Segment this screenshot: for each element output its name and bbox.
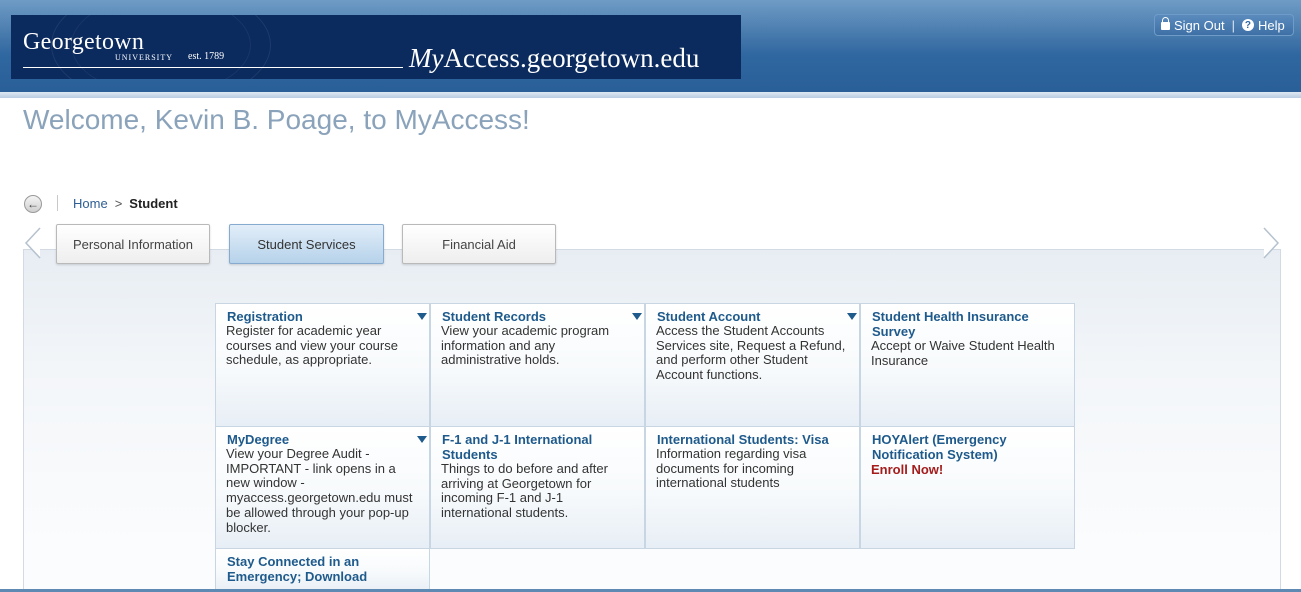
- tab-student-services[interactable]: Student Services: [229, 224, 384, 264]
- back-arrow-icon: ←: [27, 197, 39, 211]
- card-title[interactable]: Student Account: [657, 309, 761, 324]
- georgetown-logo-name: Georgetown: [23, 29, 145, 55]
- card-title[interactable]: MyDegree: [227, 432, 290, 447]
- card-title[interactable]: HOYAlert (Emergency Notification System): [872, 432, 1007, 462]
- dropdown-caret-icon[interactable]: [847, 313, 857, 320]
- scroll-right-arrow-icon[interactable]: [1261, 226, 1281, 260]
- card-description: Accept or Waive Student Health Insurance: [871, 338, 1055, 368]
- card-description: Information regarding visa documents for incoming international students: [656, 446, 807, 491]
- breadcrumb-home-link[interactable]: Home: [73, 196, 108, 211]
- sign-out-link[interactable]: Sign Out: [1174, 17, 1225, 33]
- tab-personal-information[interactable]: Personal Information: [56, 224, 210, 264]
- card-description: Access the Student Accounts Services site, Request a Refund, and perform other Student Account functions.: [656, 323, 846, 383]
- help-icon: ?: [1242, 19, 1254, 31]
- site-title: [409, 43, 699, 74]
- breadcrumb: [73, 196, 178, 211]
- card-title[interactable]: International Students: Visa: [657, 432, 829, 447]
- card-international-visa[interactable]: [645, 426, 860, 549]
- card-title[interactable]: Stay Connected in an Emergency; Download: [227, 554, 368, 584]
- dropdown-caret-icon[interactable]: [417, 313, 427, 320]
- card-mydegree[interactable]: [215, 426, 430, 549]
- dropdown-caret-icon[interactable]: [632, 313, 642, 320]
- header-bar: [0, 0, 1301, 92]
- card-title[interactable]: Student Records: [442, 309, 547, 324]
- card-description: Register for academic year courses and view your course schedule, as appropriate.: [226, 323, 398, 368]
- card-stay-connected[interactable]: [215, 548, 430, 592]
- tab-financial-aid[interactable]: Financial Aid: [402, 224, 556, 264]
- site-title-my: My: [409, 43, 444, 73]
- enroll-now-link[interactable]: Enroll Now!: [871, 462, 944, 477]
- breadcrumb-current: Student: [129, 196, 178, 211]
- card-title[interactable]: Student Health Insurance Survey: [872, 309, 1029, 339]
- card-title[interactable]: Registration: [227, 309, 303, 324]
- myaccess-banner[interactable]: [11, 15, 741, 79]
- user-toolbar: [1154, 14, 1294, 36]
- card-student-records[interactable]: [430, 303, 645, 427]
- card-international-students[interactable]: [430, 426, 645, 549]
- georgetown-logo-est: est. 1789: [188, 51, 225, 62]
- help-link[interactable]: Help: [1257, 17, 1285, 33]
- card-title[interactable]: F-1 and J-1 International Students: [442, 432, 593, 462]
- header-underline: [0, 92, 1301, 98]
- card-description: Things to do before and after arriving at Georgetown for incoming F-1 and J-1 international students.: [441, 461, 608, 521]
- card-student-health-insurance[interactable]: [860, 303, 1075, 427]
- breadcrumb-separator: >: [114, 196, 123, 211]
- card-description: View your Degree Audit - IMPORTANT - link opens in a new window - myaccess.georgetown.edu must be allowed through your pop-up blocker.: [226, 446, 413, 535]
- card-description: View your academic program information and any administrative holds.: [441, 323, 610, 368]
- dropdown-caret-icon[interactable]: [417, 436, 427, 443]
- card-hoyalert[interactable]: [860, 426, 1075, 549]
- toolbar-divider: |: [1231, 17, 1235, 33]
- lock-icon: [1161, 22, 1170, 30]
- card-student-account[interactable]: [645, 303, 860, 427]
- georgetown-logo-university: UNIVERSITY: [115, 53, 173, 62]
- scroll-left-arrow-icon[interactable]: [23, 226, 43, 260]
- breadcrumb-divider: [57, 195, 58, 211]
- welcome-heading: Welcome, Kevin B. Poage, to MyAccess!: [23, 104, 530, 135]
- back-button[interactable]: [24, 195, 42, 213]
- logo-rule: [23, 67, 403, 68]
- card-registration[interactable]: [215, 303, 430, 427]
- site-title-rest: Access.georgetown.edu: [443, 43, 700, 73]
